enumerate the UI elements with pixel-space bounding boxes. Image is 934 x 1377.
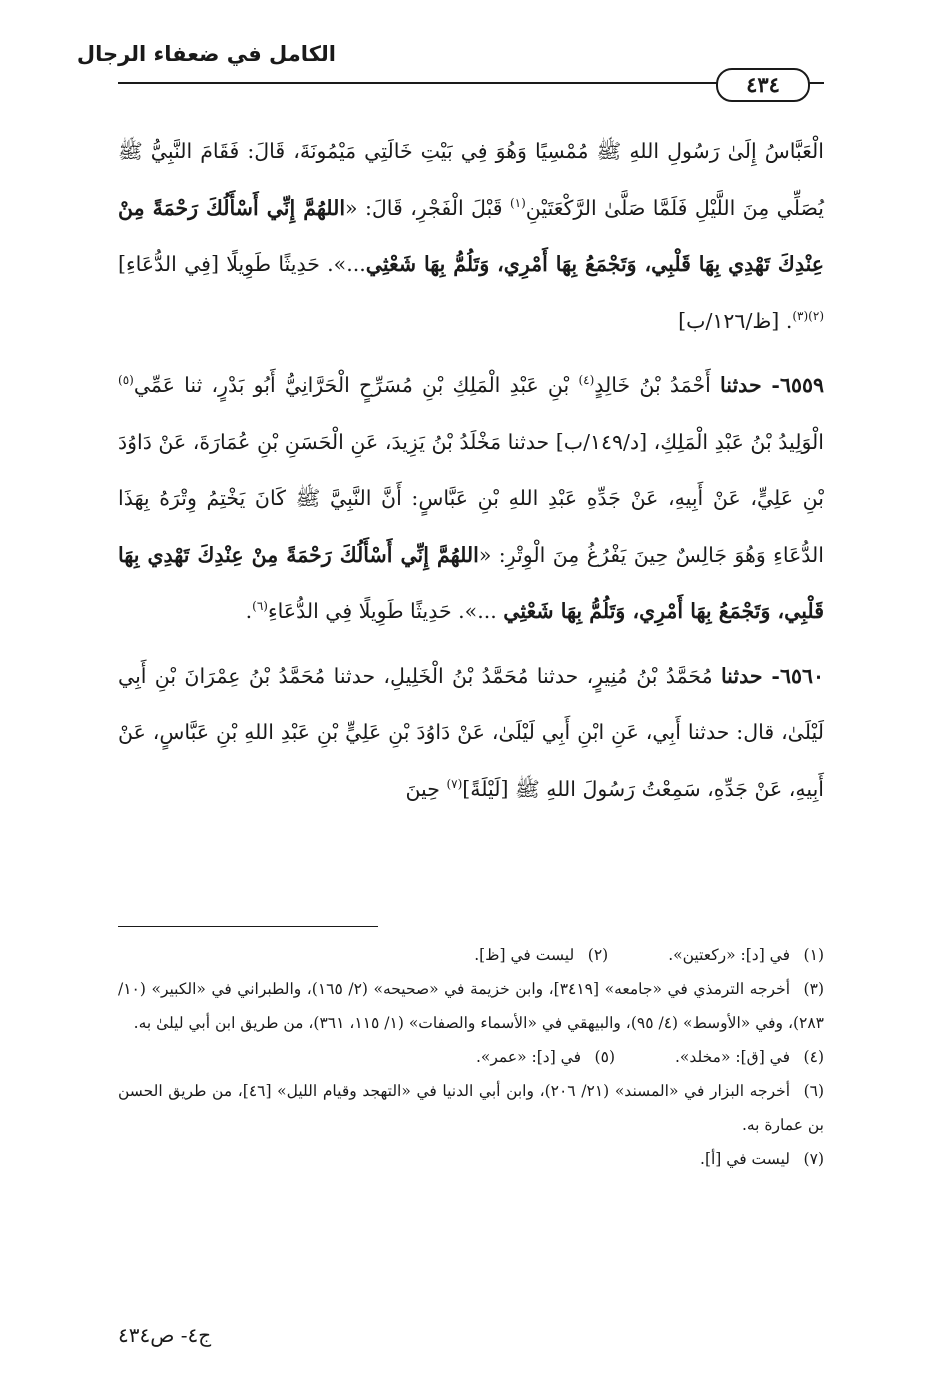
text-run: الْوَلِيدُ بْنُ عَبْدِ الْمَلِكِ، [د/١٤٩/ب] حدثنا مَخْلَدُ بْنُ يَزِيدَ، عَنِ الْحَسَنِ بْنِ عُمَارَةَ، عَنْ دَاوُدَ بْنِ عَلِيٍّ، عَنْ أَبِيهِ، عَنْ جَدِّهِ عَبْدِ اللهِ بْنِ عَبَّاسٍ: أَنَّ النَّبِيَّ ﷺ كَانَ يَخْتِمُ وِتْرَهُ بِهَذَا الدُّعَاءِ وَهُوَ جَالِسٌ حِينَ يَفْرُغُ مِنَ الْوِتْرِ: « [118, 429, 824, 567]
footnote-text: في [د]: «عمر». [475, 1048, 581, 1066]
footnote-4 [675, 1040, 824, 1074]
footnote-number: (٧) [803, 1150, 824, 1168]
footnote-number: (٣) [803, 980, 824, 998]
manuscript-ref: . [ظ/١٢٦/ب] [678, 308, 793, 333]
footnote-2 [474, 938, 608, 972]
footnote-text: في [د]: «ركعتين». [668, 946, 790, 964]
text-run: حِينَ [405, 776, 447, 801]
dua-text-bold: اللهُمَّ إِنِّي أَسْأَلُكَ رَحْمَةً مِنْ عِنْدِكَ تَهْدِي بِهَا قَلْبِي، وَتَجْمَعُ بِهَا أَمْرِي، وَتَلُمُّ بِهَا شَعْثِي [118, 542, 824, 623]
footnote-number: (٤) [803, 1048, 824, 1066]
text-run: ...». حَدِيثًا طَوِيلًا [فِي الدُّعَاءِ] [118, 252, 366, 276]
footnote-marker: (٥) [118, 373, 134, 388]
text-run: بْنِ عَبْدِ الْمَلِكِ بْنِ مُسَرِّحٍ الْحَرَّانِيُّ أَبُو بَدْرٍ، ثنا عَمِّي [133, 373, 579, 397]
text-run: أَحْمَدُ بْنُ خَالِدٍ [594, 373, 721, 397]
footnote-5 [476, 1040, 615, 1074]
footnote-6 [118, 1074, 824, 1142]
footnote-marker: (٧) [446, 776, 463, 791]
hadith-number: ٦٥٦٠- [762, 663, 824, 688]
dua-text-bold: اللهُمَّ إِنِّي أَسْأَلُكَ رَحْمَةً مِنْ عِنْدِكَ تَهْدِي بِهَا قَلْبِي، وَتَجْمَعُ بِهَا أَمْرِي، وَتَلُمُّ بِهَا شَعْثِي [118, 195, 824, 276]
footnote-7 [118, 1142, 824, 1176]
hadith-6560 [118, 648, 824, 818]
footnote-marker: (٦) [252, 599, 268, 614]
footnote-row [118, 938, 824, 972]
footnote-text: في [ق]: «مخلد». [675, 1048, 790, 1066]
footnote-number: (٥) [594, 1048, 615, 1066]
footnote-marker: (١) [509, 195, 526, 210]
paragraph-continuation [118, 123, 824, 349]
footnote-text: أخرجه البزار في «المسند» (٢١/ ٢٠٦)، وابن أبي الدنيا في «التهجد وقيام الليل» [٤٦]، من طريق الحسن بن عمارة به. [118, 1082, 824, 1134]
footnote-separator [118, 926, 378, 927]
footnotes [118, 938, 824, 1176]
footnote-number: (١) [803, 946, 824, 964]
text-run: ...». حَدِيثًا طَوِيلًا فِي الدُّعَاءِ [267, 599, 504, 623]
running-header-title: الكامل في ضعفاء الرجال [76, 42, 336, 66]
footnote-text: ليست في [ظ]. [474, 946, 575, 964]
footnote-marker: (٢)(٣) [792, 308, 824, 323]
footnote-number: (٦) [803, 1082, 825, 1100]
hadith-number: ٦٥٥٩- [761, 373, 824, 397]
main-text [118, 123, 824, 817]
footnote-row [118, 1040, 824, 1074]
text-run: قَبْلَ الْفَجْرِ، قَالَ: « [345, 195, 510, 220]
haddathana-word: حدثنا [720, 663, 763, 688]
hadith-6559 [118, 357, 824, 640]
footnote-text: أخرجه الترمذي في «جامعه» [٣٤١٩]، وابن خزيمة في «صحيحه» (٢/ ١٦٥)، والطبراني في «الكبير» (١٠/ ٢٨٣)، وفي «الأوسط» (٤/ ٩٥)، والبيهقي في «الأسماء والصفات» (١/ ١١٥، ٣٦١)، من طريق ابن أبي ليلىٰ به. [118, 980, 824, 1032]
footnote-text: ليست في [أ]. [700, 1150, 790, 1168]
footnote-marker: (٤) [578, 373, 595, 388]
text-run: . [245, 599, 253, 623]
haddathana-word: حدثنا [720, 373, 762, 397]
footnote-number: (٢) [587, 946, 609, 964]
footnote-3 [118, 972, 824, 1040]
text-run: مُحَمَّدُ بْنُ مُنِيرٍ، حدثنا مُحَمَّدُ بْنُ الْخَلِيلِ، حدثنا مُحَمَّدُ بْنُ عِمْرَانَ بْنِ أَبِي لَيْلَىٰ، قال: حدثنا أَبِي، عَنِ ابْنِ أَبِي لَيْلَىٰ، عَنْ دَاوُدَ بْنِ عَلِيٍّ بْنِ عَبْدِ اللهِ بْنِ عَبَّاسٍ، عَنْ أَبِيهِ، عَنْ جَدِّهِ، سَمِعْتُ رَسُولَ اللهِ ﷺ [لَيْلَةً] [118, 663, 824, 801]
text-run: الْعَبَّاسُ إِلَىٰ رَسُولِ اللهِ ﷺ مُمْسِيًا وَهُوَ فِي بَيْتِ خَالَتِي مَيْمُونَةَ، قَالَ: فَقَامَ النَّبِيُّ ﷺ يُصَلِّي مِنَ اللَّيْلِ فَلَمَّا صَلَّىٰ الرَّكْعَتَيْنِ [118, 139, 824, 220]
footnote-1 [668, 938, 824, 972]
volume-page-reference: ج٤- ص٤٣٤ [118, 1323, 212, 1347]
page-number-badge: ٤٣٤ [716, 68, 810, 102]
